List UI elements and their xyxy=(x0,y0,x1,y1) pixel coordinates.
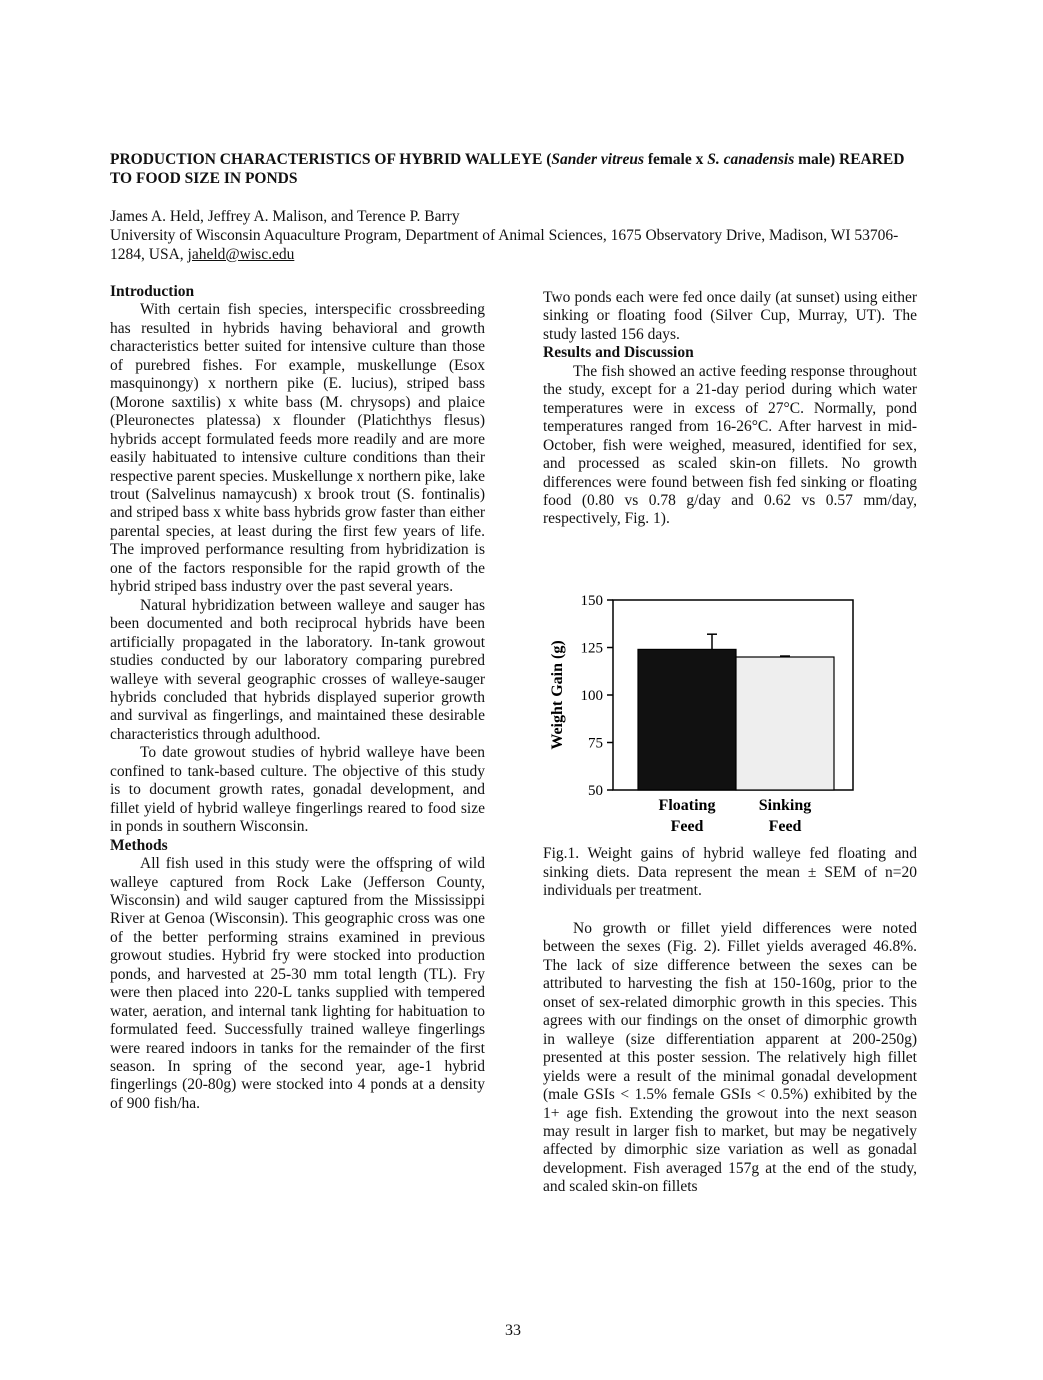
figure-caption: Fig.1. Weight gains of hybrid walleye fed floating and sinking diets. Data represent the mean ± SEM of n=20 individuals per treatment. xyxy=(543,845,917,899)
results-paragraph-2: No growth or fillet yield differences were noted between the sexes (Fig. 2). Fillet yields averaged 46.8%. The lack of size difference between the sexes can be attributed to harvesting the fish at 150-160g, prior to the onset of sex-related dimorphic growth in this species. This agrees with our findings on the onset of dimorphic growth in walleye (size differentiation apparent at 200-250g) presented at this poster session. The relatively high fillet yields were a result of the minimal gonadal development (male GSIs < 1.5% female GSIs < 0.5%) exhibited by the 1+ age fish. Extending the growout into the next season may result in larger fish to market, but may be negatively affected by dimorphic size variation as well as gonadal development. Fish averaged 157g at the end of the study, and scaled skin-on fillets xyxy=(543,920,917,1196)
x-category-label: Feed xyxy=(670,818,704,835)
intro-paragraph-2: Natural hybridization between walleye and sauger has been documented and both reciprocal hybrids have been artificially propagated in the laboratory. In-tank growout studies conducted by our laboratory comparing purebred walleye with several geographic crosses of walleye-sauger hybrids concluded that hybrids displayed superior growth and survival as fingerlings, and maintained these desirable characteristics through adulthood. xyxy=(110,596,485,743)
introduction-heading: Introduction xyxy=(110,283,195,300)
y-tick-label: 150 xyxy=(580,593,603,609)
x-axis-labels xyxy=(659,797,812,835)
right-column xyxy=(543,289,917,529)
x-category-label: Sinking xyxy=(758,797,812,814)
y-axis-label: Weight Gain (g) xyxy=(549,640,566,750)
bars xyxy=(638,634,834,790)
paper-title: PRODUCTION CHARACTERISTICS OF HYBRID WALLEYE (Sander vitreus female x S. canadensis male) REARED TO FOOD SIZE IN PONDS xyxy=(110,151,905,187)
y-tick-label: 125 xyxy=(580,640,603,657)
methods-heading: Methods xyxy=(110,836,168,854)
methods-paragraph-1: All fish used in this study were the offspring of wild walleye captured from Rock Lake (Jefferson County, Wisconsin) and wild sauger captured from the Mississippi River at Genoa (Wisconsin). This geographic cross was one of the better performing strains examined in previous growout studies. Hybrid fry were stocked into production ponds, and harvested at 25-30 mm total length (TL). Fry were then placed into 220-L tanks supplied with tempered water, aeration, and internal tank lighting for habituation to formulated feed. Successfully trained walleye fingerlings were reared indoors in tanks for the remainder of the first season. In spring of the second year, age-1 hybrid fingerlings (20-80g) were stocked into 4 ponds at a density of 900 fish/ha. xyxy=(110,855,485,1112)
y-tick-label: 50 xyxy=(588,783,603,799)
email-link[interactable]: jaheld@wisc.edu xyxy=(187,246,295,263)
x-category-label: Feed xyxy=(768,818,802,835)
y-axis xyxy=(581,593,614,799)
y-tick-label: 75 xyxy=(588,735,603,752)
weight-gain-chart xyxy=(540,588,870,838)
right-column-lower xyxy=(543,920,917,1197)
author-list: James A. Held, Jeffrey A. Malison, and Terence P. Barry xyxy=(110,208,460,225)
methods-continued: Two ponds each were fed once daily (at sunset) using either sinking or floating food (Silver Cup, Murray, UT). The study lasted 156 days. xyxy=(543,289,917,343)
bar-1 xyxy=(638,649,736,790)
intro-paragraph-1: With certain fish species, interspecific crossbreeding has resulted in hybrids having behavioral and growth characteristics better suited for intensive culture than those of purebred fishes. For example, muskellunge (Esox masquinongy) x northern pike (E. lucius), striped bass (Morone saxtilis) x white bass (M. chrysops) and plaice (Pleuronectes platessa) x flounder (Platichthys flesus) hybrids accept formulated feeds more readily and are more easily habituated to intensive culture conditions than their respective parent species. Muskellunge x northern pike, lake trout (Salvelinus namaycush) x brook trout (S. fontinalis) and striped bass x white bass hybrids grow faster than either parental species, at least during the first few years of life. The improved performance resulting from hybridization is one of the factors responsible for the rapid growth of the hybrid striped bass industry over the past several years. xyxy=(110,301,485,596)
x-category-label: Floating xyxy=(658,797,716,814)
affiliation: University of Wisconsin Aquaculture Program, Department of Animal Sciences, 1675 Observatory Drive, Madison, WI 53706-1284, USA, jaheld@wisc.edu xyxy=(110,227,899,263)
intro-paragraph-3: To date growout studies of hybrid walleye have been confined to tank-based culture. The objective of this study is to document growth rates, gonadal development, and fillet yield of hybrid walleye fingerlings reared to food size in ponds in southern Wisconsin. xyxy=(110,744,485,836)
left-column xyxy=(110,283,485,1113)
bar-2 xyxy=(736,657,834,790)
y-tick-label: 100 xyxy=(580,688,603,704)
results-paragraph-1: The fish showed an active feeding response throughout the study, except for a 21-day period during which water temperatures were in excess of 27°C. Normally, pond temperatures ranged from 16-26°C. After harvest in mid-October, fish were weighed, measured, identified for sex, and processed as scaled skin-on fillets. No growth differences were found between fish fed sinking or floating food (0.80 vs 0.78 g/day and 0.62 vs 0.57 mm/day, respectively, Fig. 1). xyxy=(543,362,917,528)
page-number: 33 xyxy=(505,1322,521,1339)
results-heading: Results and Discussion xyxy=(543,344,694,362)
